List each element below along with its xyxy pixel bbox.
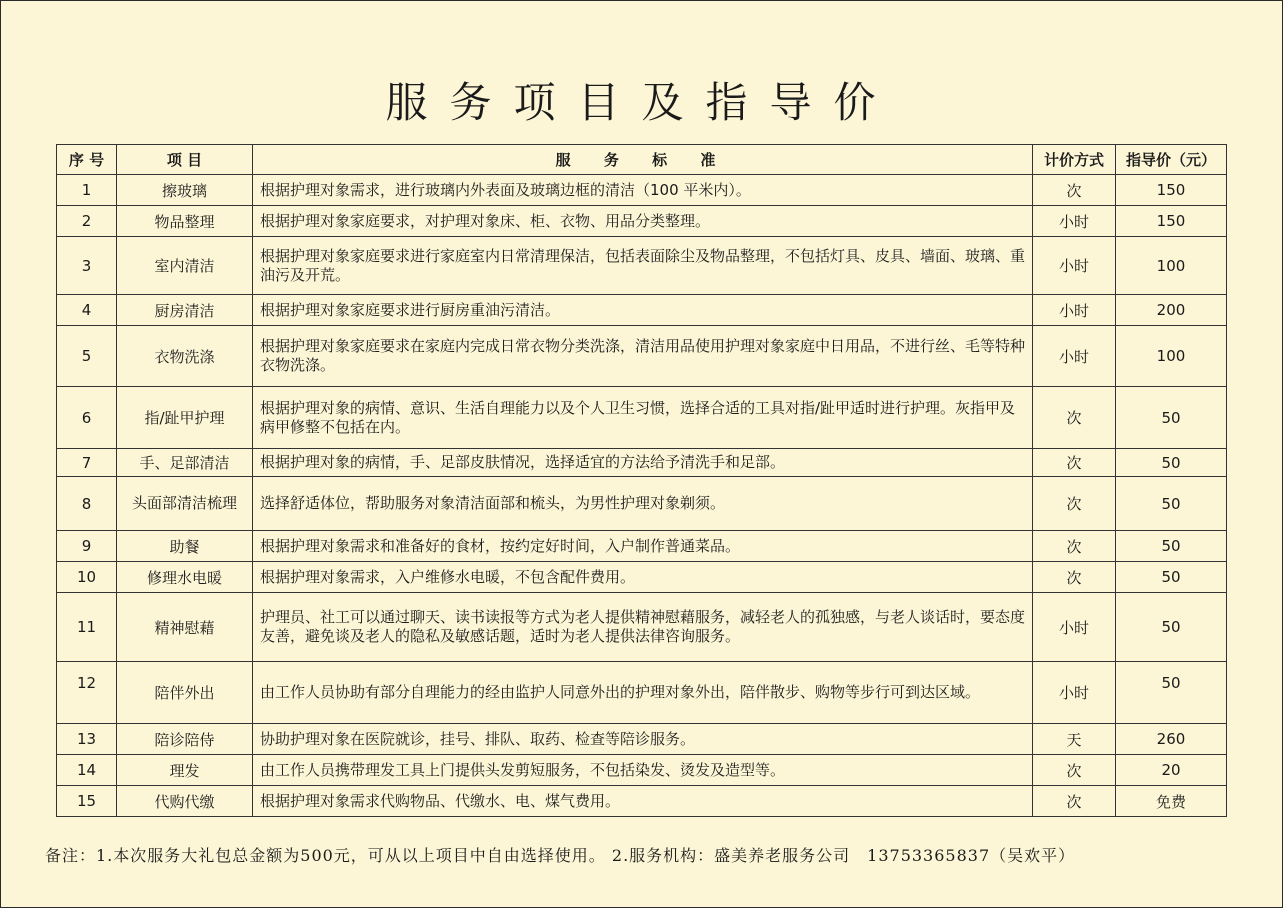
row-standard: 选择舒适体位，帮助服务对象清洁面部和梳头，为男性护理对象剃须。 — [253, 477, 1033, 531]
row-price: 100 — [1116, 326, 1227, 387]
row-price: 50 — [1116, 477, 1227, 531]
row-standard: 由工作人员协助有部分自理能力的经由监护人同意外出的护理对象外出，陪伴散步、购物等步行可到达区域。 — [253, 662, 1033, 724]
row-standard: 根据护理对象需求代购物品、代缴水、电、煤气费用。 — [253, 786, 1033, 817]
row-price: 免费 — [1116, 786, 1227, 817]
row-unit: 小时 — [1033, 206, 1116, 237]
row-no: 13 — [57, 724, 117, 755]
row-price: 50 — [1116, 449, 1227, 477]
row-no: 15 — [57, 786, 117, 817]
header-price: 指导价（元） — [1116, 145, 1227, 175]
row-no: 7 — [57, 449, 117, 477]
table-row — [57, 662, 1227, 724]
row-price: 100 — [1116, 237, 1227, 295]
row-item: 陪伴外出 — [117, 662, 253, 724]
row-no: 10 — [57, 562, 117, 593]
row-item: 物品整理 — [117, 206, 253, 237]
table-row — [57, 326, 1227, 387]
table-row — [57, 295, 1227, 326]
row-no: 3 — [57, 237, 117, 295]
row-price: 50 — [1116, 387, 1227, 449]
row-unit: 天 — [1033, 724, 1116, 755]
table-header-row — [57, 145, 1227, 175]
header-unit: 计价方式 — [1033, 145, 1116, 175]
row-standard: 根据护理对象的病情，手、足部皮肤情况，选择适宜的方法给予清洗手和足部。 — [253, 449, 1033, 477]
table-row — [57, 755, 1227, 786]
row-unit: 次 — [1033, 449, 1116, 477]
header-standard: 服 务 标 准 — [253, 145, 1033, 175]
row-price: 260 — [1116, 724, 1227, 755]
row-unit: 次 — [1033, 175, 1116, 206]
row-standard: 根据护理对象需求，入户维修水电暖，不包含配件费用。 — [253, 562, 1033, 593]
row-price: 50 — [1116, 662, 1227, 724]
row-unit: 次 — [1033, 755, 1116, 786]
row-item: 厨房清洁 — [117, 295, 253, 326]
row-no: 6 — [57, 387, 117, 449]
table-row — [57, 449, 1227, 477]
row-item: 陪诊陪侍 — [117, 724, 253, 755]
row-price: 50 — [1116, 593, 1227, 662]
header-item: 项 目 — [117, 145, 253, 175]
page-title: 服务项目及指导价 — [385, 78, 898, 127]
row-no: 8 — [57, 477, 117, 531]
row-unit: 小时 — [1033, 593, 1116, 662]
row-item: 理发 — [117, 755, 253, 786]
row-standard: 根据护理对象家庭要求，对护理对象床、柜、衣物、用品分类整理。 — [253, 206, 1033, 237]
row-no: 9 — [57, 531, 117, 562]
row-standard: 由工作人员携带理发工具上门提供头发剪短服务，不包括染发、烫发及造型等。 — [253, 755, 1033, 786]
row-no: 12 — [57, 662, 117, 724]
row-no: 14 — [57, 755, 117, 786]
row-no: 5 — [57, 326, 117, 387]
table-row — [57, 477, 1227, 531]
row-standard: 根据护理对象需求和准备好的食材，按约定好时间，入户制作普通菜品。 — [253, 531, 1033, 562]
row-unit: 次 — [1033, 562, 1116, 593]
row-no: 2 — [57, 206, 117, 237]
table-row — [57, 562, 1227, 593]
row-price: 50 — [1116, 531, 1227, 562]
table-row — [57, 593, 1227, 662]
table-row — [57, 175, 1227, 206]
table-row — [57, 786, 1227, 817]
row-unit: 次 — [1033, 531, 1116, 562]
row-standard: 根据护理对象的病情、意识、生活自理能力以及个人卫生习惯，选择合适的工具对指/趾甲适时进行护理。灰指甲及病甲修整不包括在内。 — [253, 387, 1033, 449]
row-unit: 次 — [1033, 387, 1116, 449]
row-standard: 根据护理对象家庭要求进行家庭室内日常清理保洁，包括表面除尘及物品整理，不包括灯具、皮具、墙面、玻璃、重油污及开荒。 — [253, 237, 1033, 295]
row-no: 1 — [57, 175, 117, 206]
table-row — [57, 724, 1227, 755]
row-unit: 次 — [1033, 786, 1116, 817]
row-price: 20 — [1116, 755, 1227, 786]
table-row — [57, 206, 1227, 237]
row-item: 手、足部清洁 — [117, 449, 253, 477]
row-standard: 根据护理对象家庭要求进行厨房重油污清洁。 — [253, 295, 1033, 326]
price-table — [56, 144, 1227, 817]
table-row — [57, 531, 1227, 562]
row-price: 150 — [1116, 206, 1227, 237]
table-row — [57, 387, 1227, 449]
row-price: 50 — [1116, 562, 1227, 593]
row-price: 200 — [1116, 295, 1227, 326]
row-unit: 次 — [1033, 477, 1116, 531]
row-item: 代购代缴 — [117, 786, 253, 817]
row-standard: 根据护理对象需求，进行玻璃内外表面及玻璃边框的清洁（100 平米内）。 — [253, 175, 1033, 206]
row-item: 室内清洁 — [117, 237, 253, 295]
row-unit: 小时 — [1033, 237, 1116, 295]
row-unit: 小时 — [1033, 326, 1116, 387]
row-item: 修理水电暖 — [117, 562, 253, 593]
table-row — [57, 237, 1227, 295]
row-item: 衣物洗涤 — [117, 326, 253, 387]
row-no: 11 — [57, 593, 117, 662]
row-unit: 小时 — [1033, 662, 1116, 724]
row-item: 指/趾甲护理 — [117, 387, 253, 449]
row-item: 头面部清洁梳理 — [117, 477, 253, 531]
row-item: 助餐 — [117, 531, 253, 562]
header-no: 序 号 — [57, 145, 117, 175]
row-standard: 协助护理对象在医院就诊，挂号、排队、取药、检查等陪诊服务。 — [253, 724, 1033, 755]
row-no: 4 — [57, 295, 117, 326]
row-item: 精神慰藉 — [117, 593, 253, 662]
row-price: 150 — [1116, 175, 1227, 206]
row-standard: 护理员、社工可以通过聊天、读书读报等方式为老人提供精神慰藉服务，减轻老人的孤独感，与老人谈话时，要态度友善，避免谈及老人的隐私及敏感话题，适时为老人提供法律咨询服务。 — [253, 593, 1033, 662]
row-standard: 根据护理对象家庭要求在家庭内完成日常衣物分类洗涤，清洁用品使用护理对象家庭中日用品，不进行丝、毛等特种衣物洗涤。 — [253, 326, 1033, 387]
footnote: 备注：1.本次服务大礼包总金额为500元，可从以上项目中自由选择使用。 2.服务机构：盛美养老服务公司 13753365837（吴欢平） — [45, 846, 1076, 865]
row-item: 擦玻璃 — [117, 175, 253, 206]
row-unit: 小时 — [1033, 295, 1116, 326]
